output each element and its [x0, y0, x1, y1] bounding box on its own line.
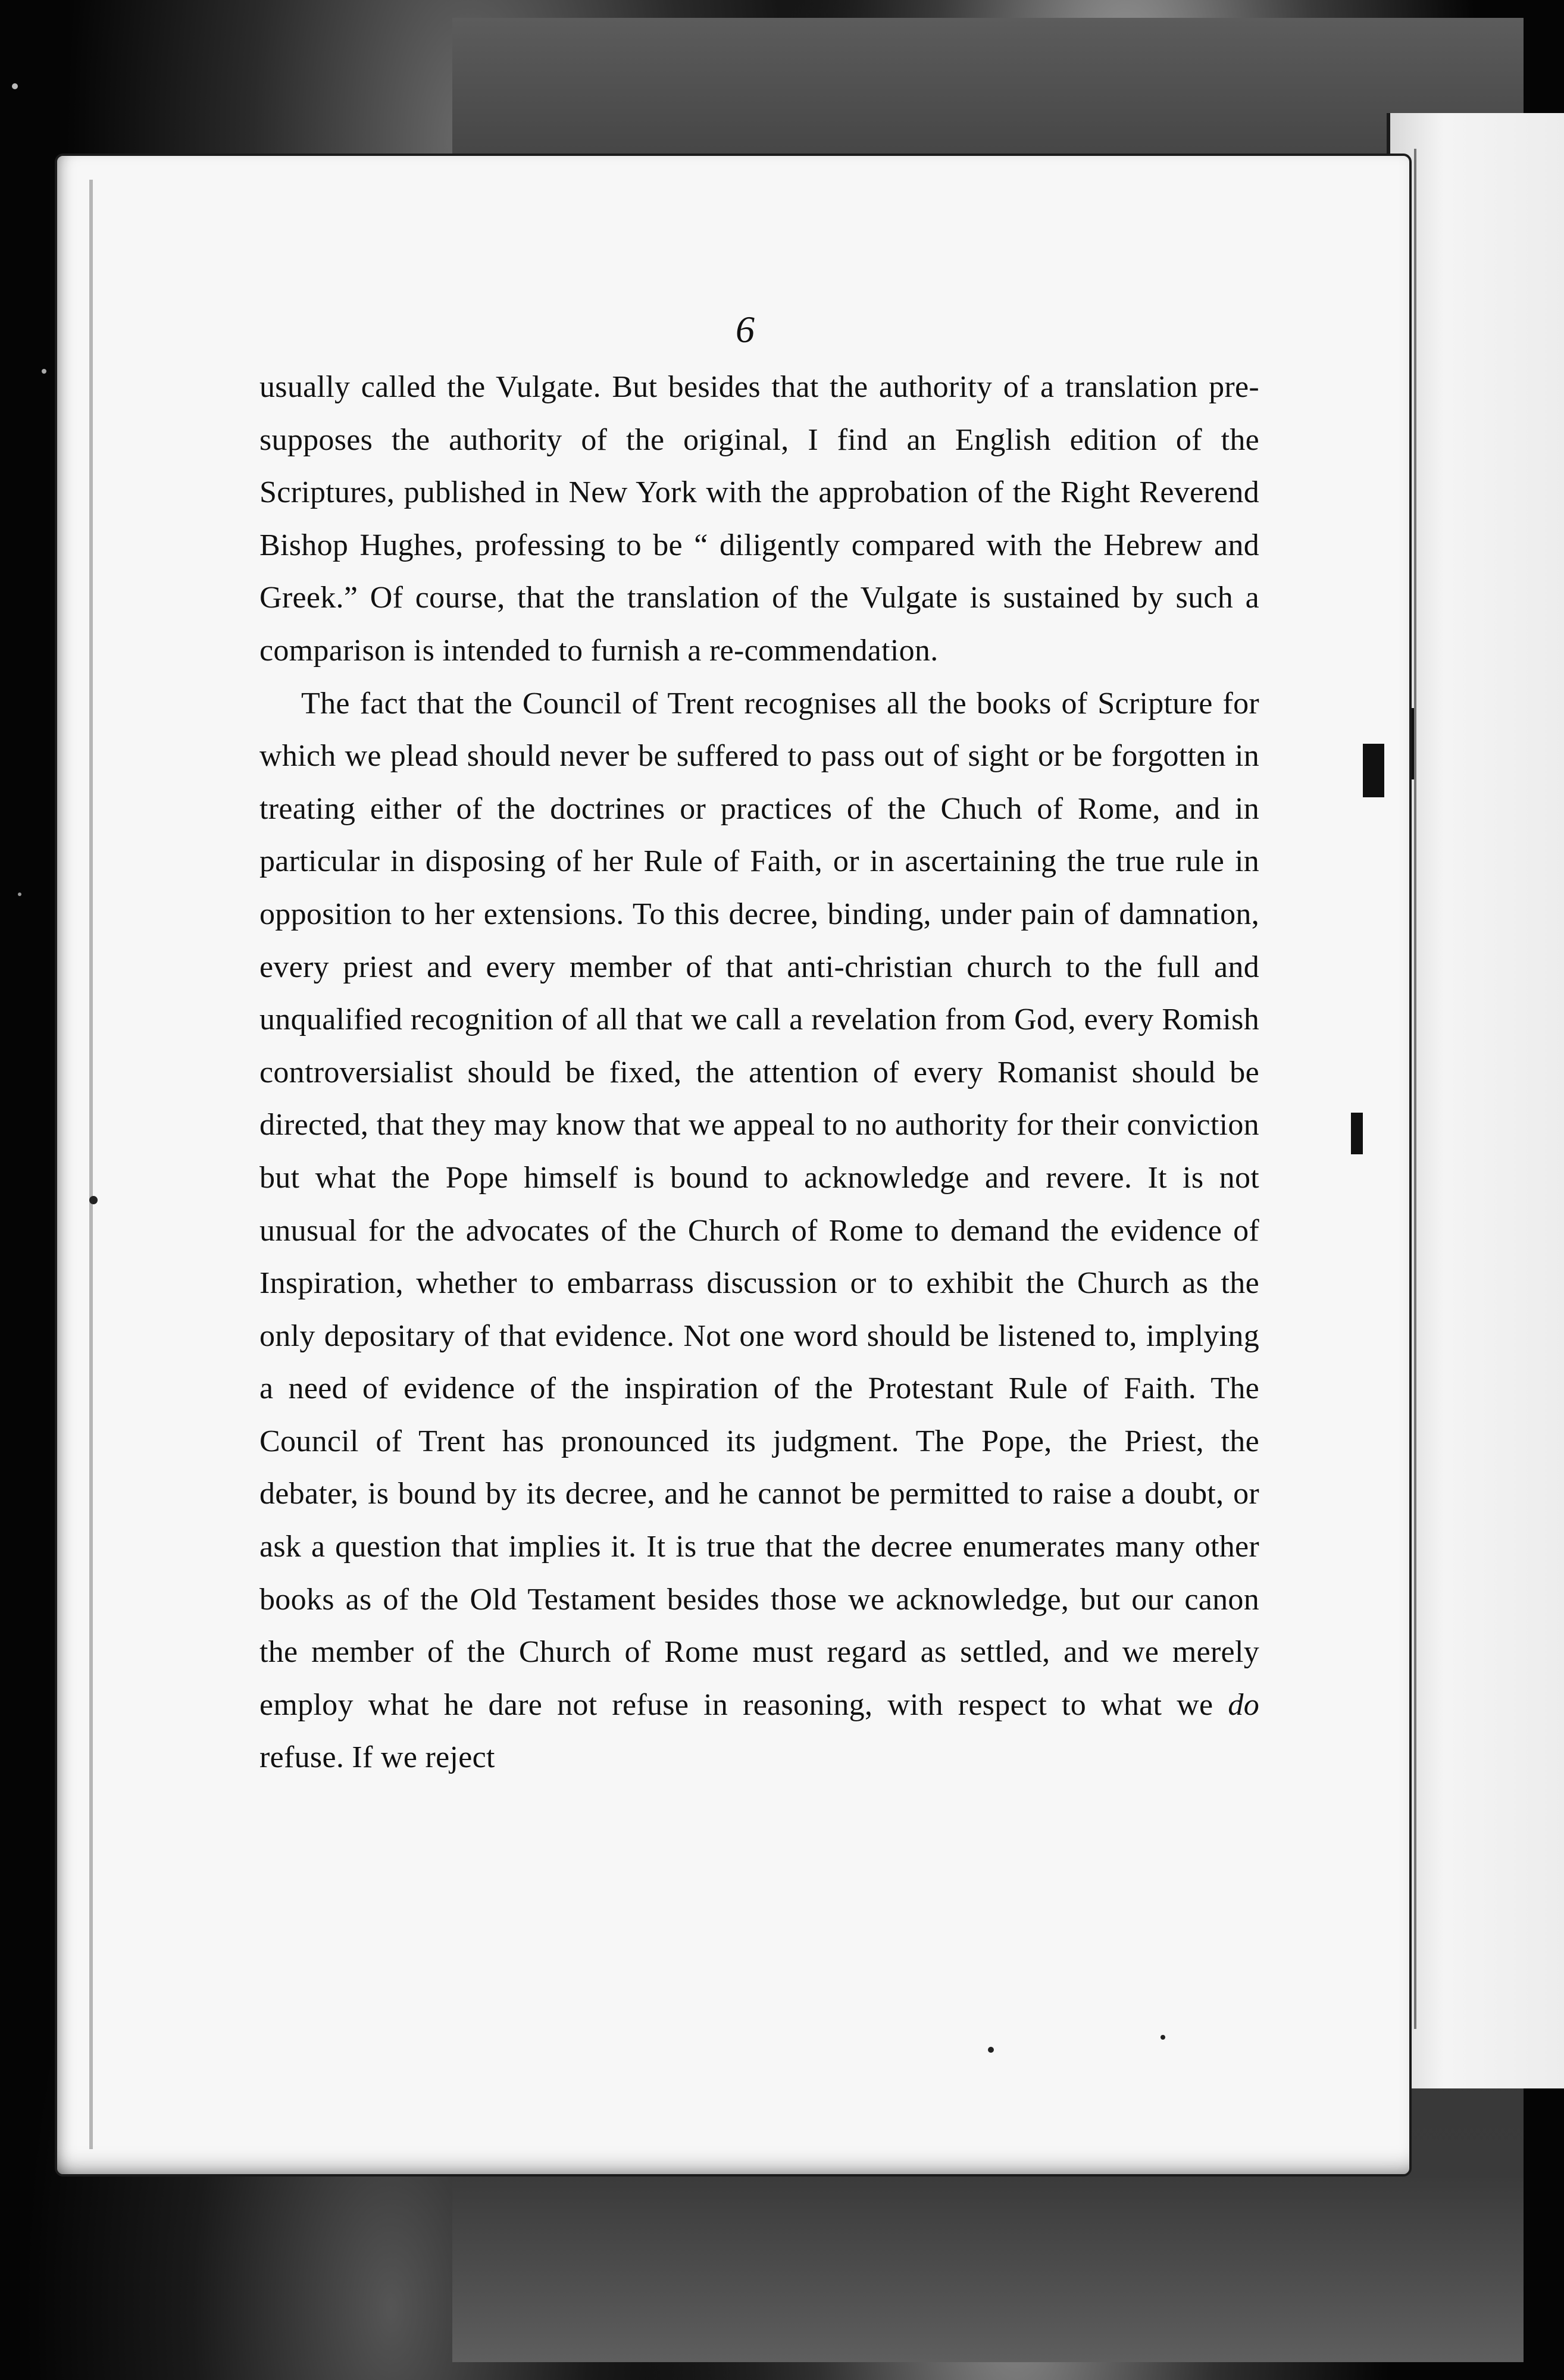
page-edge-shadow: [89, 180, 93, 2149]
book-page: [55, 154, 1412, 2177]
binding-mark: [1351, 1113, 1363, 1154]
paragraph-2-tail: refuse. If we reject: [259, 1740, 495, 1775]
body-text: [259, 361, 1259, 1784]
binding-mark: [1363, 744, 1384, 797]
page-number: 6: [736, 308, 755, 350]
paragraph-2: [259, 678, 1259, 1784]
facing-page-edge: [1414, 149, 1416, 2029]
paragraph-1: usually called the Vulgate. But besides that the authority of a translation pre-supposes the authority of the original, I find an English edition of the Scriptures, published in New York with the approbation of the Right Reverend Bishop Hughes, professing to be “ diligently compared with the Hebrew and Greek.” Of course, that the translation of the Vulgate is sustained by such a comparison is intended to furnish a re-commendation.: [259, 370, 1259, 668]
emphasis-word: do: [1228, 1687, 1259, 1722]
paragraph-2-text: The fact that the Council of Trent recognises all the books of Scripture for which we plead should never be suffered to pass out of sight or be forgotten in treating either of the doctrines or practices of the Chuch of Rome, and in particular in disposing of her Rule of Faith, or in ascertaining the true rule in opposition to her extensions. To this decree, binding, under pain of damnation, every priest and every member of that anti-christian church to the full and unqualified recognition of all that we call a revelation from God, every Romish controversialist should be fixed, the attention of every Romanist should be directed, that they may know that we appeal to no authority for their conviction but what the Pope himself is bound to acknowledge and revere. It is not unusual for the advocates of the Church of Rome to demand the evidence of Inspiration, whether to embarrass discussion or to exhibit the Church as the only depositary of that evidence. Not one word should be listened to, implying a need of evidence of the inspiration of the Protestant Rule of Faith. The Council of Trent has pronounced its judgment. The Pope, the Priest, the debater, is bound by its decree, and he cannot be permitted to raise a doubt, or ask a question that implies it. It is true that the decree enumerates many other books as of the Old Testament besides those we acknowledge, but our canon the member of the Church of Rome must regard as settled, and we merely employ what he dare not refuse in reasoning, with respect to what we: [259, 686, 1259, 1722]
facing-page-fragment: [1387, 113, 1564, 2088]
